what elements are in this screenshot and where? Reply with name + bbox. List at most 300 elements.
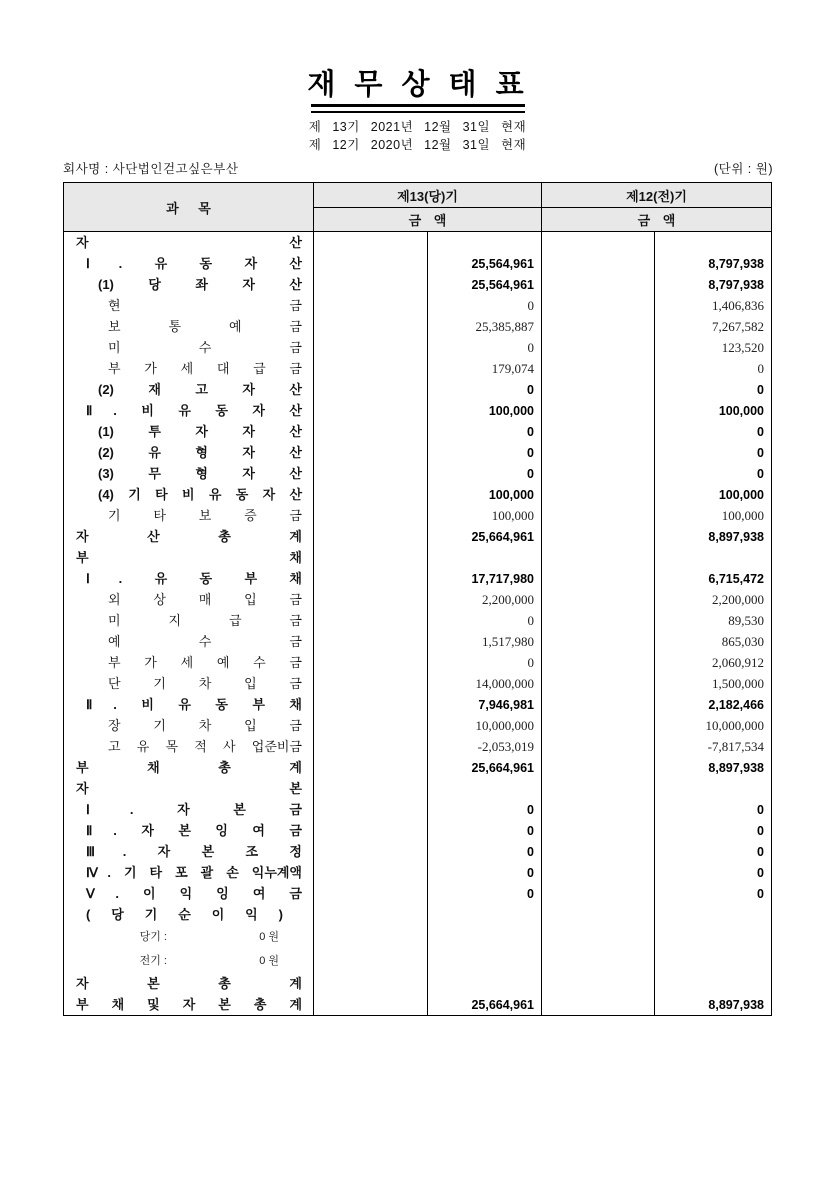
amount-current-spacer-cell: [313, 421, 427, 442]
note-label: 전기 :: [139, 954, 167, 967]
period-line-prior: 제 12기 2020년 12월 31일 현재: [308, 138, 527, 152]
table-row: [64, 337, 771, 358]
table-row: [64, 841, 771, 862]
amount-current-spacer-cell: [313, 610, 427, 631]
amount-prior-spacer-cell: [541, 526, 654, 547]
col-header-subject: 과 목: [166, 200, 211, 216]
balance-sheet-table: [63, 182, 772, 1016]
table-row: [64, 379, 771, 400]
amount-prior-cell: [654, 841, 771, 862]
amount-current: 2,200,000: [482, 591, 534, 607]
account-label: 자 산: [76, 235, 302, 250]
amount-current-spacer-cell: [313, 253, 427, 274]
table-row: [64, 589, 771, 610]
amount-prior-spacer-cell: [541, 883, 654, 904]
account-label: 부 채: [76, 550, 302, 565]
account-label: Ⅳ. 기 타 포 괄 손 익누계액: [86, 865, 302, 880]
amount-current-cell: [427, 757, 541, 778]
account-label: 외 상 매 입 금: [108, 592, 302, 607]
col-header-current-period: 제13(당)기: [313, 183, 541, 207]
amount-current-cell: [427, 694, 541, 715]
account-label: Ⅱ. 자 본 잉 여 금: [86, 823, 302, 838]
amount-prior-cell: [654, 631, 771, 652]
amount-prior-spacer-cell: [541, 421, 654, 442]
amount-prior-spacer-cell: [541, 820, 654, 841]
amount-current-spacer-cell: [313, 400, 427, 421]
amount-current: 0: [527, 424, 534, 439]
amount-prior-spacer-cell: [541, 799, 654, 820]
amount-prior-cell: [654, 337, 771, 358]
table-row: [64, 883, 771, 904]
amount-prior-cell: [654, 358, 771, 379]
amount-prior-cell: [654, 505, 771, 526]
account-label: 현 금: [108, 298, 302, 313]
amount-current-cell: [427, 862, 541, 883]
table-row: [64, 253, 771, 274]
amount-current: 100,000: [488, 403, 534, 418]
company-name: 회사명 : 사단법인걷고싶은부산: [63, 162, 239, 176]
note-label: 당기 :: [139, 930, 167, 943]
amount-current-cell: [427, 799, 541, 820]
amount-prior: 8,797,938: [708, 256, 764, 271]
amount-prior-cell: [654, 232, 771, 253]
amount-current-spacer-cell: [313, 973, 427, 994]
amount-prior-spacer-cell: [541, 484, 654, 505]
amount-current-spacer-cell: [313, 358, 427, 379]
account-label: 단 기 차 입 금: [108, 676, 302, 691]
amount-current-cell: [427, 232, 541, 253]
amount-prior-spacer-cell: [541, 337, 654, 358]
amount-current: 0: [527, 339, 534, 355]
amount-prior-spacer-cell: [541, 973, 654, 994]
table-row: [64, 316, 771, 337]
amount-prior: 89,530: [728, 612, 764, 628]
amount-current-cell: [427, 631, 541, 652]
amount-prior-spacer-cell: [541, 994, 654, 1015]
table-row: [64, 694, 771, 715]
account-label: (1) 당 좌 자 산: [98, 277, 302, 292]
table-row: [64, 400, 771, 421]
amount-current-cell: [427, 652, 541, 673]
amount-current-cell: [427, 337, 541, 358]
note-amount: 0 원: [259, 954, 279, 967]
amount-prior-cell: [654, 994, 771, 1015]
amount-current-spacer-cell: [313, 778, 427, 799]
amount-prior: 865,030: [721, 633, 764, 649]
amount-current-cell: [427, 316, 541, 337]
account-label: Ⅱ. 비 유 동 부 채: [86, 697, 302, 712]
amount-prior-spacer-cell: [541, 442, 654, 463]
amount-current: 1,517,980: [482, 633, 534, 649]
amount-prior: 1,406,836: [712, 297, 764, 313]
amount-prior: 10,000,000: [705, 717, 764, 733]
amount-current-cell: [427, 421, 541, 442]
table-row: [64, 973, 771, 994]
amount-prior-spacer-cell: [541, 715, 654, 736]
amount-prior-cell: [654, 862, 771, 883]
amount-prior: 1,500,000: [712, 675, 764, 691]
amount-current: 7,946,981: [478, 697, 534, 712]
amount-current-spacer-cell: [313, 316, 427, 337]
amount-prior-cell: [654, 925, 771, 949]
amount-prior-cell: [654, 379, 771, 400]
table-row: [64, 568, 771, 589]
amount-current-cell: [427, 295, 541, 316]
amount-current-cell: [427, 994, 541, 1015]
account-label: (2) 재 고 자 산: [98, 382, 302, 397]
amount-current-cell: [427, 778, 541, 799]
account-label: Ⅴ. 이 익 잉 여 금: [86, 886, 302, 901]
amount-current-cell: [427, 883, 541, 904]
amount-current-spacer-cell: [313, 484, 427, 505]
amount-current-spacer-cell: [313, 442, 427, 463]
table-row: [64, 736, 771, 757]
table-row: [64, 715, 771, 736]
account-label: 고 유 목 적 사 업준비금: [108, 739, 302, 754]
amount-prior-cell: [654, 295, 771, 316]
account-label: ( 당 기 순 이 익 ): [86, 907, 283, 922]
amount-prior-cell: [654, 904, 771, 925]
amount-current-cell: [427, 568, 541, 589]
amount-current-cell: [427, 925, 541, 949]
amount-prior-spacer-cell: [541, 463, 654, 484]
amount-prior-cell: [654, 715, 771, 736]
table-row: [64, 610, 771, 631]
amount-prior-cell: [654, 547, 771, 568]
amount-prior-cell: [654, 484, 771, 505]
amount-current: 100,000: [491, 507, 534, 523]
amount-current-spacer-cell: [313, 631, 427, 652]
amount-prior-cell: [654, 799, 771, 820]
page-title: 재 무 상 태 표: [307, 69, 528, 101]
amount-prior-spacer-cell: [541, 757, 654, 778]
account-label: 미 수 금: [108, 340, 302, 355]
table-row: [64, 463, 771, 484]
amount-current-cell: [427, 526, 541, 547]
table-row: [64, 232, 771, 253]
amount-current-spacer-cell: [313, 652, 427, 673]
account-label: 부 가 세 대 급 금: [108, 361, 302, 376]
amount-prior-cell: [654, 421, 771, 442]
amount-prior: 8,897,938: [708, 760, 764, 775]
amount-current-spacer-cell: [313, 526, 427, 547]
amount-current: 0: [527, 865, 534, 880]
period-line-current: 제 13기 2021년 12월 31일 현재: [308, 120, 527, 134]
amount-current: 0: [527, 844, 534, 859]
amount-current: 25,664,961: [471, 997, 534, 1012]
amount-current-spacer-cell: [313, 463, 427, 484]
amount-prior: 0: [757, 424, 764, 439]
amount-prior-spacer-cell: [541, 631, 654, 652]
amount-current-cell: [427, 379, 541, 400]
amount-prior: 0: [757, 445, 764, 460]
amount-prior: 0: [757, 382, 764, 397]
amount-current: -2,053,019: [477, 738, 534, 754]
amount-current: 0: [527, 382, 534, 397]
amount-current-cell: [427, 484, 541, 505]
amount-prior-cell: [654, 316, 771, 337]
account-label: (2) 유 형 자 산: [98, 445, 302, 460]
amount-current-spacer-cell: [313, 568, 427, 589]
table-row: [64, 949, 771, 973]
amount-current: 0: [527, 466, 534, 481]
account-label: 부 채 및 자 본 총 계: [76, 997, 302, 1012]
amount-current-spacer-cell: [313, 925, 427, 949]
account-label: (3) 무 형 자 산: [98, 466, 302, 481]
amount-prior-cell: [654, 757, 771, 778]
amount-prior-spacer-cell: [541, 232, 654, 253]
table-row: [64, 631, 771, 652]
amount-current-spacer-cell: [313, 736, 427, 757]
amount-current-cell: [427, 400, 541, 421]
amount-prior-spacer-cell: [541, 694, 654, 715]
amount-current: 0: [527, 654, 534, 670]
amount-current-cell: [427, 274, 541, 295]
amount-current-cell: [427, 505, 541, 526]
account-label: 자 산 총 계: [76, 529, 302, 544]
amount-prior-spacer-cell: [541, 547, 654, 568]
amount-current: 179,074: [491, 360, 534, 376]
amount-current-cell: [427, 736, 541, 757]
amount-prior: 100,000: [721, 507, 764, 523]
amount-current-spacer-cell: [313, 949, 427, 973]
amount-prior-cell: [654, 820, 771, 841]
amount-current: 14,000,000: [475, 675, 534, 691]
amount-current: 0: [527, 886, 534, 901]
amount-current-spacer-cell: [313, 547, 427, 568]
account-label: 부 채 총 계: [76, 760, 302, 775]
amount-current-cell: [427, 610, 541, 631]
amount-current-spacer-cell: [313, 337, 427, 358]
account-label: (1) 투 자 자 산: [98, 424, 302, 439]
amount-current-spacer-cell: [313, 274, 427, 295]
amount-prior: 0: [757, 466, 764, 481]
table-row: [64, 274, 771, 295]
amount-current-cell: [427, 358, 541, 379]
table-row: [64, 925, 771, 949]
amount-current-spacer-cell: [313, 673, 427, 694]
amount-prior-cell: [654, 568, 771, 589]
amount-current-cell: [427, 673, 541, 694]
account-label: Ⅰ. 유 동 자 산: [86, 256, 302, 271]
amount-prior-spacer-cell: [541, 316, 654, 337]
account-label: 자 본: [76, 781, 302, 796]
amount-prior-spacer-cell: [541, 904, 654, 925]
amount-prior: 0: [757, 823, 764, 838]
account-label: Ⅰ. 유 동 부 채: [86, 571, 302, 586]
amount-current-spacer-cell: [313, 379, 427, 400]
amount-prior: 8,897,938: [708, 997, 764, 1012]
amount-current-spacer-cell: [313, 589, 427, 610]
amount-prior-cell: [654, 526, 771, 547]
amount-prior-spacer-cell: [541, 862, 654, 883]
amount-current-spacer-cell: [313, 904, 427, 925]
amount-prior: 0: [757, 865, 764, 880]
note-amount: 0 원: [259, 930, 279, 943]
amount-current-cell: [427, 841, 541, 862]
table-row: [64, 547, 771, 568]
amount-prior: 2,200,000: [712, 591, 764, 607]
table-row: [64, 862, 771, 883]
table-row: [64, 652, 771, 673]
company-row: [63, 159, 773, 177]
amount-prior-cell: [654, 400, 771, 421]
amount-prior-spacer-cell: [541, 379, 654, 400]
account-label: 부 가 세 예 수 금: [108, 655, 302, 670]
table-row: [64, 673, 771, 694]
amount-prior: -7,817,534: [707, 738, 764, 754]
amount-prior: 2,060,912: [712, 654, 764, 670]
amount-current: 100,000: [488, 487, 534, 502]
amount-prior-cell: [654, 589, 771, 610]
table-row: [64, 820, 771, 841]
amount-current-spacer-cell: [313, 841, 427, 862]
amount-current: 25,564,961: [471, 256, 534, 271]
account-label: Ⅰ. 자 본 금: [86, 802, 302, 817]
table-row: [64, 484, 771, 505]
amount-prior-spacer-cell: [541, 253, 654, 274]
amount-current-spacer-cell: [313, 883, 427, 904]
amount-prior: 0: [757, 360, 764, 376]
amount-prior-cell: [654, 442, 771, 463]
amount-current-spacer-cell: [313, 820, 427, 841]
amount-prior: 0: [757, 844, 764, 859]
amount-current-cell: [427, 253, 541, 274]
amount-prior-cell: [654, 253, 771, 274]
amount-current: 25,564,961: [471, 277, 534, 292]
amount-prior-spacer-cell: [541, 841, 654, 862]
amount-current: 0: [527, 445, 534, 460]
table-row: [64, 526, 771, 547]
account-label: 미 지 급 금: [108, 613, 302, 628]
amount-current: 0: [527, 297, 534, 313]
amount-current: 25,664,961: [471, 529, 534, 544]
amount-current-cell: [427, 904, 541, 925]
amount-prior: 0: [757, 802, 764, 817]
amount-prior-cell: [654, 949, 771, 973]
amount-prior: 0: [757, 886, 764, 901]
table-row: [64, 358, 771, 379]
amount-prior-spacer-cell: [541, 568, 654, 589]
amount-prior-cell: [654, 778, 771, 799]
account-label: 보 통 예 금: [108, 319, 302, 334]
amount-prior-spacer-cell: [541, 295, 654, 316]
amount-prior: 123,520: [721, 339, 764, 355]
account-label: Ⅲ. 자 본 조 정: [86, 844, 302, 859]
amount-current-cell: [427, 973, 541, 994]
amount-current-spacer-cell: [313, 757, 427, 778]
table-body: [64, 232, 771, 1015]
amount-prior: 7,267,582: [712, 318, 764, 334]
table-row: [64, 421, 771, 442]
amount-current-spacer-cell: [313, 295, 427, 316]
title-underline: [311, 104, 525, 113]
table-row: [64, 778, 771, 799]
amount-prior-spacer-cell: [541, 778, 654, 799]
amount-prior-cell: [654, 652, 771, 673]
amount-current-spacer-cell: [313, 694, 427, 715]
amount-current-spacer-cell: [313, 862, 427, 883]
amount-prior: 8,897,938: [708, 529, 764, 544]
amount-prior-spacer-cell: [541, 673, 654, 694]
amount-prior-spacer-cell: [541, 925, 654, 949]
amount-current: 10,000,000: [475, 717, 534, 733]
amount-prior-cell: [654, 274, 771, 295]
amount-prior-spacer-cell: [541, 949, 654, 973]
amount-current-cell: [427, 820, 541, 841]
col-header-prior-period: 제12(전)기: [541, 183, 771, 207]
amount-prior-spacer-cell: [541, 274, 654, 295]
table-row: [64, 994, 771, 1015]
table-header: [64, 183, 771, 232]
amount-prior-spacer-cell: [541, 652, 654, 673]
account-label: 예 수 금: [108, 634, 302, 649]
account-label: 자 본 총 계: [76, 976, 302, 991]
table-row: [64, 904, 771, 925]
amount-current: 25,385,887: [475, 318, 534, 334]
account-label: (4) 기 타 비 유 동 자 산: [98, 487, 302, 502]
amount-current: 0: [527, 823, 534, 838]
amount-prior: 2,182,466: [708, 697, 764, 712]
amount-current-spacer-cell: [313, 505, 427, 526]
amount-prior-spacer-cell: [541, 400, 654, 421]
amount-current-cell: [427, 547, 541, 568]
amount-current-spacer-cell: [313, 715, 427, 736]
amount-current-spacer-cell: [313, 799, 427, 820]
unit-label: (단위 : 원): [714, 162, 773, 176]
amount-prior-cell: [654, 973, 771, 994]
amount-current-cell: [427, 949, 541, 973]
amount-prior: 100,000: [718, 403, 764, 418]
table-row: [64, 799, 771, 820]
table-row: [64, 295, 771, 316]
account-label: [64, 949, 313, 973]
amount-prior-spacer-cell: [541, 589, 654, 610]
account-label: 기 타 보 증 금: [108, 508, 302, 523]
amount-prior: 8,797,938: [708, 277, 764, 292]
table-row: [64, 505, 771, 526]
amount-prior-cell: [654, 673, 771, 694]
amount-prior: 100,000: [718, 487, 764, 502]
amount-prior-spacer-cell: [541, 358, 654, 379]
account-label: [64, 925, 313, 949]
amount-current-cell: [427, 463, 541, 484]
amount-prior-spacer-cell: [541, 736, 654, 757]
amount-prior-cell: [654, 883, 771, 904]
table-row: [64, 442, 771, 463]
amount-current: 17,717,980: [471, 571, 534, 586]
amount-current: 0: [527, 802, 534, 817]
amount-prior-cell: [654, 736, 771, 757]
amount-prior-spacer-cell: [541, 505, 654, 526]
amount-current: 25,664,961: [471, 760, 534, 775]
amount-prior-spacer-cell: [541, 610, 654, 631]
account-label: Ⅱ. 비 유 동 자 산: [86, 403, 302, 418]
account-label: 장 기 차 입 금: [108, 718, 302, 733]
amount-current: 0: [527, 612, 534, 628]
amount-current-spacer-cell: [313, 232, 427, 253]
table-row: [64, 757, 771, 778]
amount-prior: 6,715,472: [708, 571, 764, 586]
amount-prior-cell: [654, 610, 771, 631]
amount-current-cell: [427, 589, 541, 610]
amount-prior-cell: [654, 694, 771, 715]
amount-current-cell: [427, 442, 541, 463]
amount-current-cell: [427, 715, 541, 736]
amount-prior-cell: [654, 463, 771, 484]
col-header-amount-current: 금 액: [313, 207, 541, 231]
col-header-amount-prior: 금 액: [541, 207, 771, 231]
